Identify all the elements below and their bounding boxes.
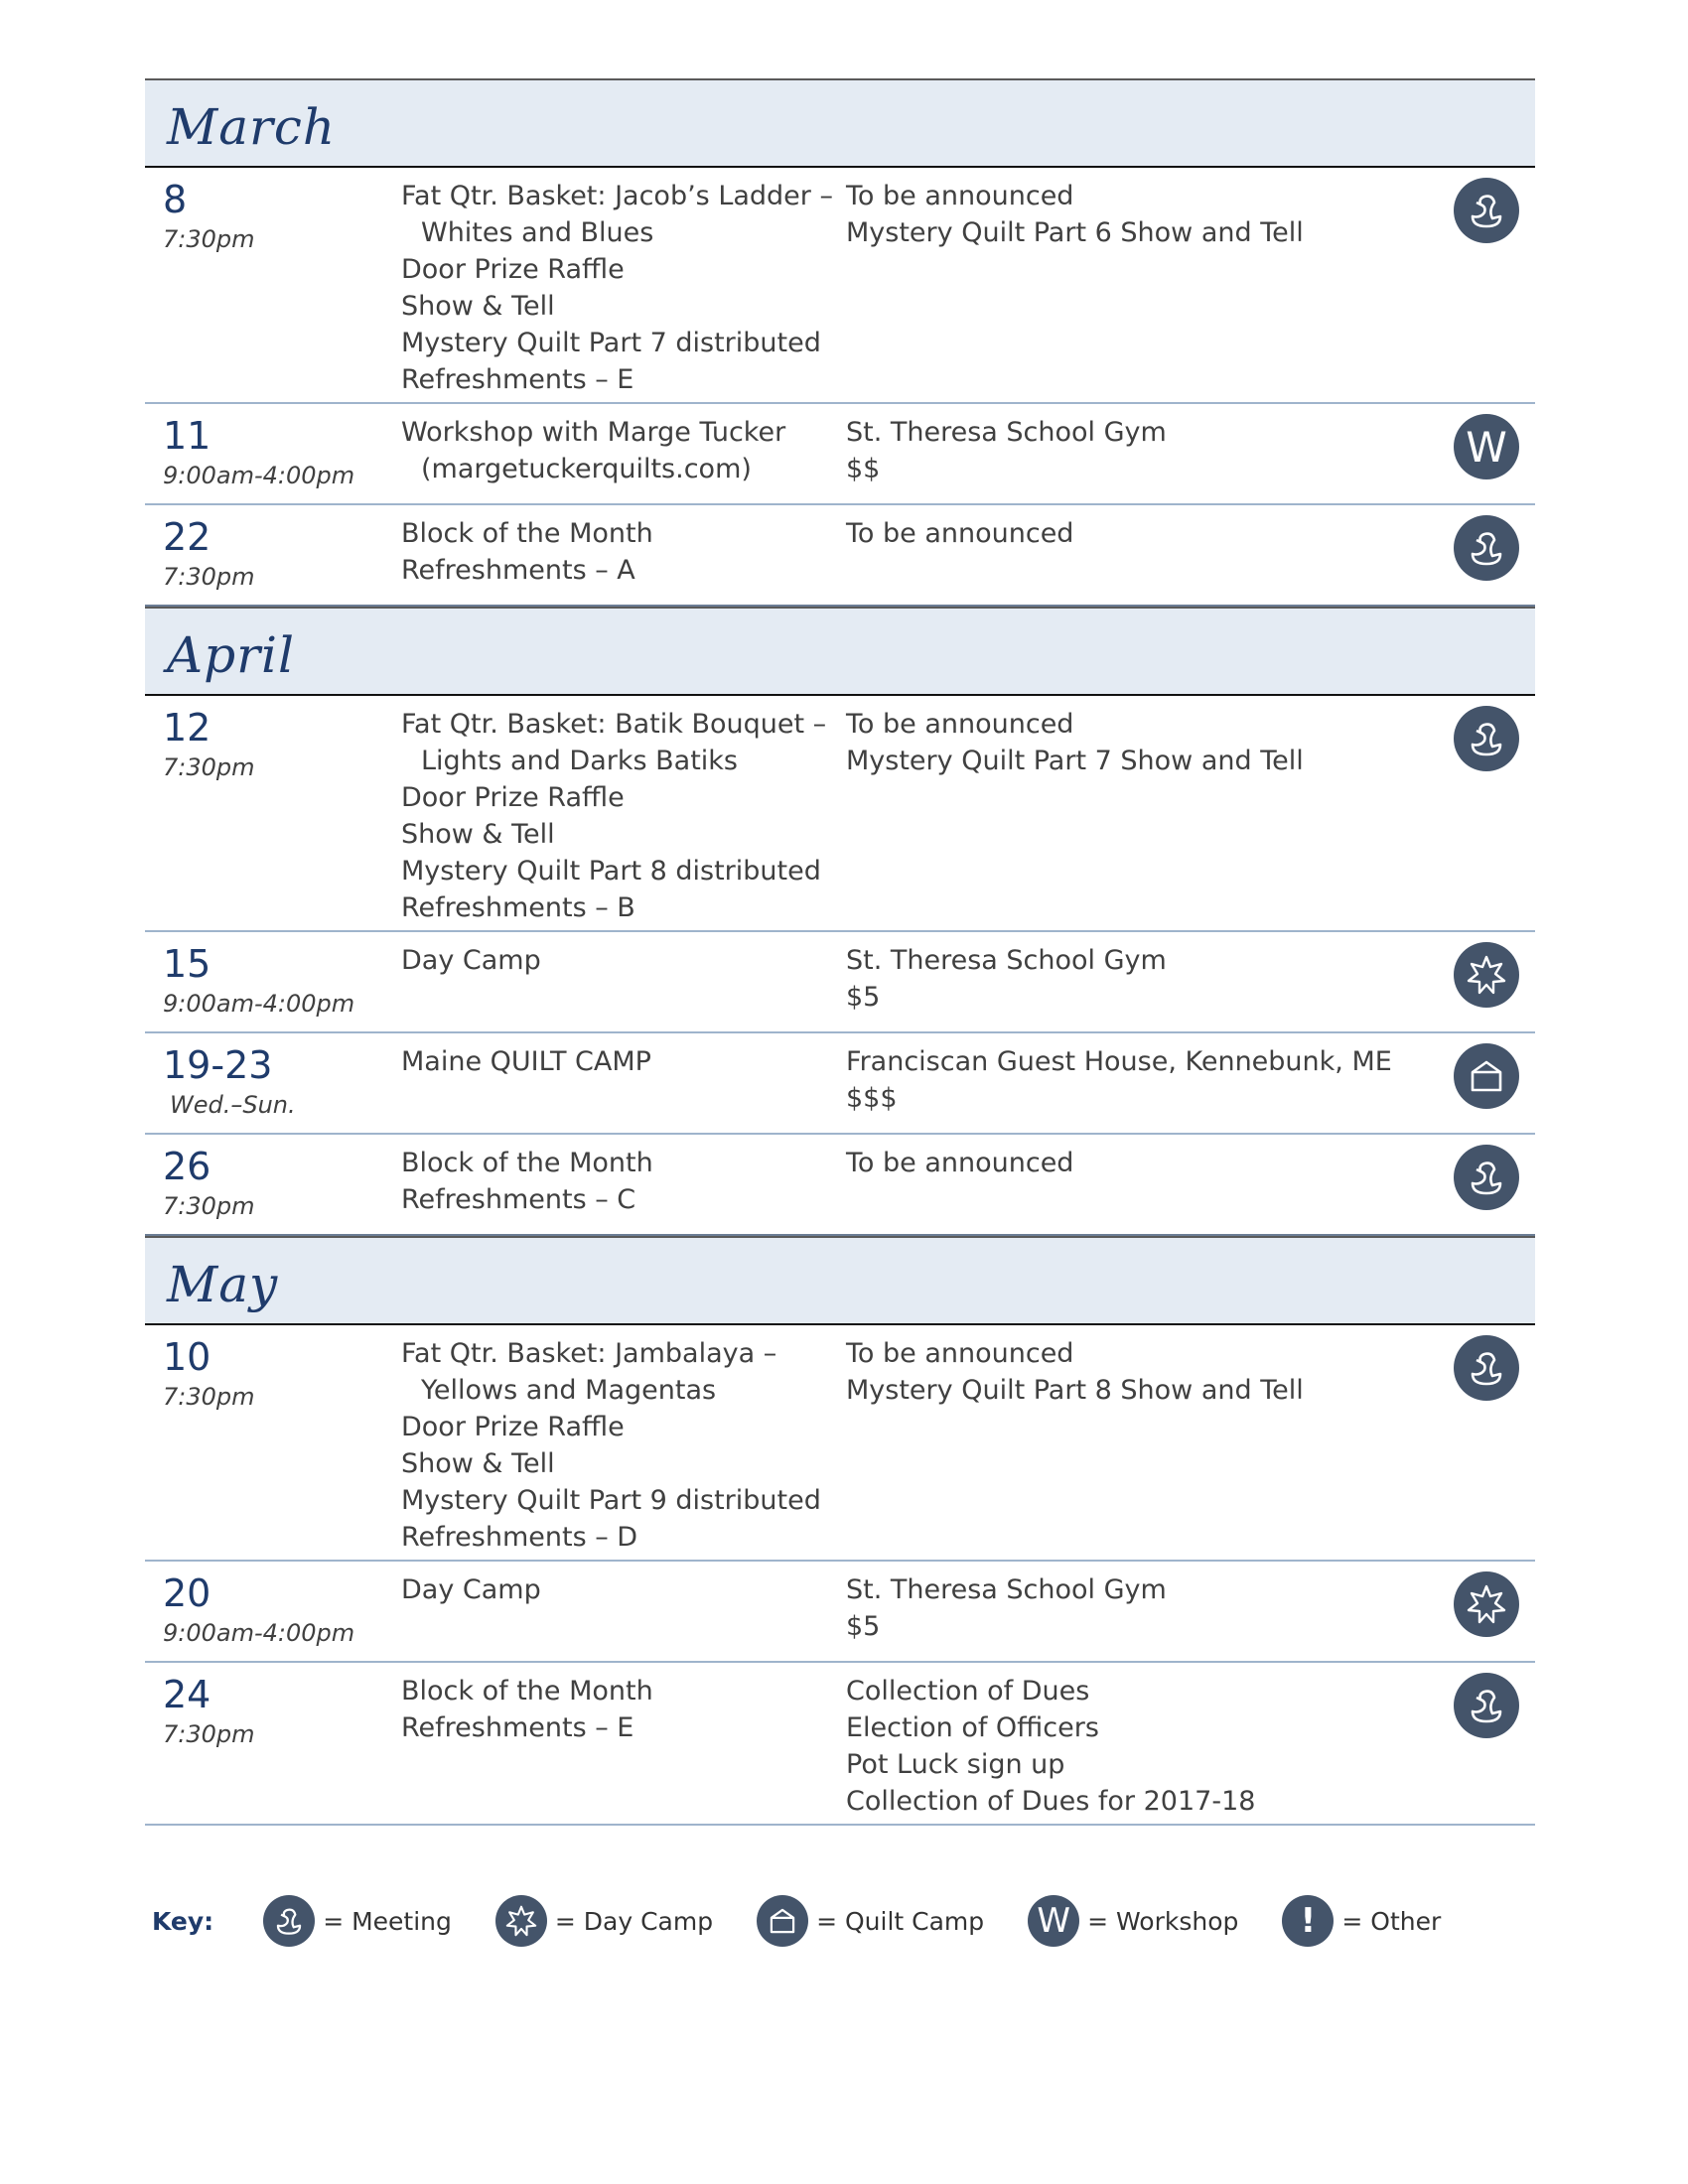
meeting-icon bbox=[1454, 178, 1519, 243]
activity-line: Whites and Blues bbox=[421, 217, 654, 248]
activity-line: Refreshments – D bbox=[401, 1522, 638, 1553]
event-location bbox=[846, 1145, 1073, 1181]
event-row bbox=[145, 1135, 1535, 1236]
activity-line: Refreshments – E bbox=[401, 1712, 634, 1743]
key-text: = Quilt Camp bbox=[816, 1906, 985, 1936]
activity-line: Door Prize Raffle bbox=[401, 254, 625, 285]
activity-line: Block of the Month bbox=[401, 518, 653, 549]
activity-line: Door Prize Raffle bbox=[401, 1412, 625, 1442]
quilt-camp-icon bbox=[1454, 1043, 1519, 1109]
location-line: St. Theresa School Gym bbox=[846, 417, 1167, 448]
event-date-cell bbox=[163, 412, 354, 489]
event-location bbox=[846, 1335, 1304, 1409]
day-camp-icon bbox=[495, 1895, 547, 1947]
event-row bbox=[145, 168, 1535, 404]
event-activity bbox=[401, 414, 785, 487]
meeting-icon bbox=[1454, 1145, 1519, 1210]
event-time: 7:30pm bbox=[163, 225, 255, 253]
meeting-icon bbox=[1454, 1335, 1519, 1401]
event-time: 9:00am-4:00pm bbox=[163, 990, 355, 1018]
activity-line: Show & Tell bbox=[401, 291, 555, 322]
month-header bbox=[145, 78, 1535, 168]
location-line: Mystery Quilt Part 6 Show and Tell bbox=[846, 217, 1304, 248]
workshop-icon: W bbox=[1028, 1895, 1079, 1947]
key-item-other bbox=[1282, 1895, 1441, 1947]
location-line: Franciscan Guest House, Kennebunk, ME bbox=[846, 1046, 1392, 1077]
activity-line: Block of the Month bbox=[401, 1148, 653, 1178]
activity-line: Refreshments – B bbox=[401, 892, 635, 923]
event-row bbox=[145, 932, 1535, 1033]
event-date-cell bbox=[163, 1570, 354, 1647]
event-date-cell bbox=[163, 704, 255, 781]
event-location bbox=[846, 942, 1167, 1016]
month-title: March bbox=[167, 98, 337, 156]
key-item-quilt-camp bbox=[757, 1895, 984, 1947]
event-time: 9:00am-4:00pm bbox=[163, 1619, 355, 1647]
location-line: St. Theresa School Gym bbox=[846, 945, 1167, 976]
meeting-icon bbox=[1454, 1673, 1519, 1738]
event-time: 7:30pm bbox=[163, 1383, 255, 1411]
location-line: $$$ bbox=[846, 1083, 898, 1114]
key-text: = Day Camp bbox=[554, 1906, 714, 1936]
event-location bbox=[846, 706, 1304, 779]
event-time: 7:30pm bbox=[163, 1192, 255, 1220]
event-date-cell bbox=[163, 940, 354, 1018]
event-row bbox=[145, 1325, 1535, 1562]
activity-line: Mystery Quilt Part 7 distributed bbox=[401, 328, 821, 358]
activity-line: Show & Tell bbox=[401, 1448, 555, 1479]
event-location bbox=[846, 178, 1304, 251]
event-location bbox=[846, 515, 1073, 552]
event-date: 24 bbox=[163, 1673, 211, 1716]
activity-line: Refreshments – A bbox=[401, 555, 635, 586]
day-camp-icon bbox=[1454, 1571, 1519, 1637]
key-item-workshop bbox=[1028, 1895, 1238, 1947]
event-date: 8 bbox=[163, 178, 188, 221]
event-activity bbox=[401, 1145, 653, 1218]
location-line: $5 bbox=[846, 1611, 881, 1642]
other-icon: ! bbox=[1282, 1895, 1334, 1947]
event-date: 11 bbox=[163, 414, 211, 458]
meeting-icon bbox=[1454, 706, 1519, 771]
activity-line: (margetuckerquilts.com) bbox=[421, 454, 752, 484]
event-location bbox=[846, 414, 1167, 487]
location-line: Pot Luck sign up bbox=[846, 1749, 1065, 1780]
activity-line: Workshop with Marge Tucker bbox=[401, 417, 786, 448]
activity-line: Yellows and Magentas bbox=[421, 1375, 717, 1406]
event-date: 10 bbox=[163, 1335, 211, 1379]
day-camp-icon bbox=[1454, 942, 1519, 1008]
event-date: 22 bbox=[163, 515, 211, 559]
location-line: Mystery Quilt Part 8 Show and Tell bbox=[846, 1375, 1304, 1406]
event-date: 20 bbox=[163, 1571, 211, 1615]
event-location bbox=[846, 1673, 1255, 1820]
key-text: = Other bbox=[1341, 1906, 1442, 1936]
event-row bbox=[145, 1663, 1535, 1826]
location-line: Election of Officers bbox=[846, 1712, 1099, 1743]
location-line: St. Theresa School Gym bbox=[846, 1574, 1167, 1605]
activity-line: Refreshments – E bbox=[401, 364, 634, 395]
event-date-cell bbox=[163, 1041, 296, 1119]
event-activity bbox=[401, 706, 826, 926]
event-time: 9:00am-4:00pm bbox=[163, 462, 355, 489]
event-time: 7:30pm bbox=[163, 753, 255, 781]
event-date-cell bbox=[163, 1143, 255, 1220]
key-item-meeting bbox=[263, 1895, 452, 1947]
key-text: = Meeting bbox=[323, 1906, 452, 1936]
event-date: 26 bbox=[163, 1145, 211, 1188]
location-line: To be announced bbox=[846, 181, 1074, 211]
location-line: To be announced bbox=[846, 709, 1074, 740]
location-line: To be announced bbox=[846, 1338, 1074, 1369]
meeting-icon bbox=[1454, 515, 1519, 581]
activity-line: Show & Tell bbox=[401, 819, 555, 850]
event-date: 15 bbox=[163, 942, 211, 986]
event-date-cell bbox=[163, 1671, 255, 1748]
event-row bbox=[145, 404, 1535, 505]
activity-line: Mystery Quilt Part 8 distributed bbox=[401, 856, 821, 887]
quilt-camp-icon bbox=[757, 1895, 808, 1947]
activity-line: Fat Qtr. Basket: Batik Bouquet – bbox=[401, 709, 827, 740]
activity-line: Fat Qtr. Basket: Jambalaya – bbox=[401, 1338, 777, 1369]
activity-line: Lights and Darks Batiks bbox=[421, 746, 738, 776]
event-activity bbox=[401, 942, 541, 979]
activity-line: Refreshments – C bbox=[401, 1184, 636, 1215]
activity-line: Fat Qtr. Basket: Jacob’s Ladder – bbox=[401, 181, 833, 211]
event-date-cell bbox=[163, 176, 255, 253]
activity-line: Block of the Month bbox=[401, 1676, 653, 1706]
month-header bbox=[145, 607, 1535, 696]
event-date: 12 bbox=[163, 706, 211, 750]
event-row bbox=[145, 505, 1535, 607]
event-activity bbox=[401, 515, 653, 589]
location-line: To be announced bbox=[846, 518, 1074, 549]
location-line: Collection of Dues bbox=[846, 1676, 1090, 1706]
meeting-icon bbox=[263, 1895, 315, 1947]
event-activity bbox=[401, 1043, 651, 1080]
event-time: 7:30pm bbox=[163, 1720, 255, 1748]
event-location bbox=[846, 1571, 1167, 1645]
month-title: May bbox=[167, 1256, 279, 1313]
location-line: $5 bbox=[846, 982, 881, 1013]
event-time: 7:30pm bbox=[163, 563, 255, 591]
activity-line: Mystery Quilt Part 9 distributed bbox=[401, 1485, 821, 1516]
activity-line: Day Camp bbox=[401, 1574, 541, 1605]
month-title: April bbox=[167, 626, 295, 684]
event-date: 19-23 bbox=[163, 1043, 273, 1087]
event-activity bbox=[401, 1571, 541, 1608]
event-row bbox=[145, 1562, 1535, 1663]
event-row bbox=[145, 1033, 1535, 1135]
month-header bbox=[145, 1236, 1535, 1325]
event-row bbox=[145, 696, 1535, 932]
event-date-cell bbox=[163, 1333, 255, 1411]
event-activity bbox=[401, 1673, 653, 1746]
location-line: To be announced bbox=[846, 1148, 1074, 1178]
icon-key bbox=[152, 1891, 1484, 1951]
key-text: = Workshop bbox=[1087, 1906, 1239, 1936]
location-line: Collection of Dues for 2017-18 bbox=[846, 1786, 1256, 1817]
event-activity bbox=[401, 178, 833, 398]
key-item-day-camp bbox=[495, 1895, 713, 1947]
event-date-cell bbox=[163, 513, 255, 591]
location-line: Mystery Quilt Part 7 Show and Tell bbox=[846, 746, 1304, 776]
workshop-icon: W bbox=[1454, 414, 1519, 479]
activity-line: Day Camp bbox=[401, 945, 541, 976]
key-label: Key: bbox=[152, 1906, 214, 1936]
event-activity bbox=[401, 1335, 821, 1556]
location-line: $$ bbox=[846, 454, 881, 484]
event-location bbox=[846, 1043, 1392, 1117]
activity-line: Maine QUILT CAMP bbox=[401, 1046, 651, 1077]
activity-line: Door Prize Raffle bbox=[401, 782, 625, 813]
event-time: Wed.–Sun. bbox=[170, 1091, 296, 1119]
calendar-sheet bbox=[145, 78, 1535, 1826]
